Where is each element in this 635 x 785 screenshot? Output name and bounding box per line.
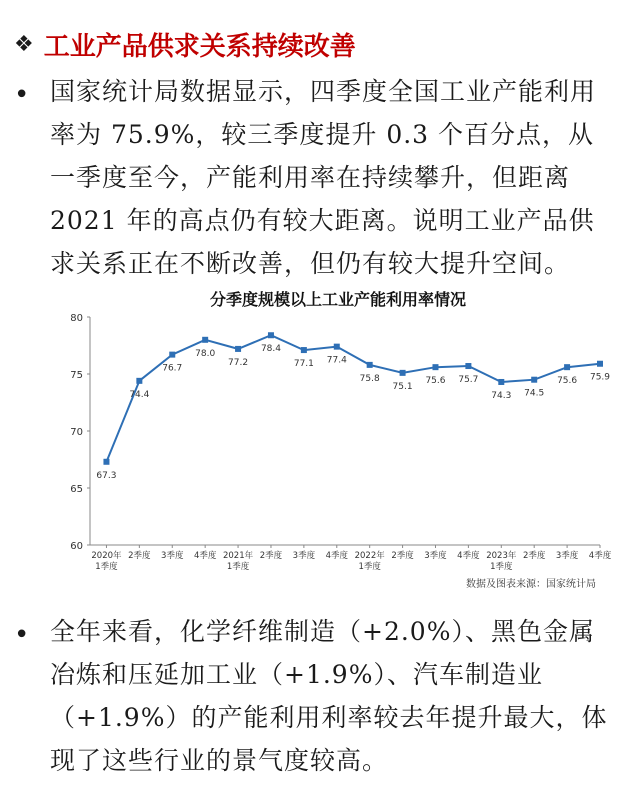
data-point-marker — [301, 347, 307, 353]
chart-source: 数据及图表来源：国家统计局 — [466, 579, 596, 590]
x-tick-label: 1季度 — [490, 562, 513, 572]
data-point-marker — [334, 344, 340, 350]
data-label: 78.0 — [195, 348, 216, 359]
data-point-marker — [202, 337, 208, 343]
section-heading — [14, 24, 356, 64]
x-tick-label: 3季度 — [161, 551, 184, 561]
paragraph-industry-growth: 全年来看，化学纤维制造（+2.0%）、黑色金属冶炼和压延加工业（+1.9%）、汽车制造业（+1.9%）的产能利用利率较去年提升最大，体现了这些行业的景气度较高。 — [50, 617, 608, 775]
x-tick-label: 4季度 — [325, 551, 348, 561]
data-label: 76.7 — [162, 363, 183, 374]
y-tick-label: 80 — [70, 313, 83, 324]
data-label: 75.6 — [557, 376, 578, 387]
x-tick-label: 1季度 — [226, 562, 250, 572]
x-tick-label: 4季度 — [457, 551, 480, 561]
data-point-marker — [564, 364, 570, 370]
data-label: 74.5 — [524, 388, 545, 399]
data-label: 75.1 — [392, 381, 413, 392]
data-point-marker — [465, 363, 471, 369]
x-tick-label: 1季度 — [358, 562, 381, 572]
data-label: 75.8 — [359, 373, 380, 384]
data-label: 67.3 — [96, 470, 117, 481]
data-label: 77.4 — [326, 355, 347, 366]
x-tick-label: 2季度 — [391, 551, 414, 561]
capacity-utilization-chart — [58, 285, 618, 595]
x-tick-label: 2023年 — [486, 551, 517, 561]
data-label: 74.3 — [491, 390, 512, 401]
y-tick-label: 60 — [70, 541, 83, 552]
x-tick-label: 2020年 — [91, 551, 122, 561]
diamond-bullet-icon: ❖ — [14, 31, 34, 57]
bullet-icon: • — [14, 80, 30, 110]
data-point-marker — [498, 379, 504, 385]
x-tick-label: 2季度 — [128, 551, 151, 561]
bullet-icon: • — [14, 620, 30, 650]
chart-title: 分季度规模以上工业产能利用率情况 — [209, 290, 466, 309]
data-label: 75.9 — [589, 372, 611, 383]
data-label: 77.2 — [228, 357, 249, 368]
x-tick-label: 2季度 — [522, 551, 546, 561]
y-tick-label: 65 — [70, 484, 83, 495]
x-tick-label: 4季度 — [588, 551, 612, 561]
data-point-marker — [169, 352, 175, 358]
data-point-marker — [235, 346, 241, 352]
y-tick-label: 70 — [70, 427, 83, 438]
data-label: 74.4 — [129, 389, 150, 400]
line-chart-svg — [58, 285, 618, 575]
data-point-marker — [103, 459, 109, 465]
data-point-marker — [136, 378, 142, 384]
data-point-marker — [597, 361, 603, 367]
x-tick-label: 1季度 — [95, 562, 118, 572]
x-tick-label: 3季度 — [555, 551, 579, 561]
y-tick-label: 75 — [70, 370, 83, 381]
section-heading-text: 工业产品供求关系持续改善 — [43, 31, 356, 62]
x-tick-label: 2季度 — [259, 551, 283, 561]
x-tick-label: 3季度 — [292, 551, 316, 561]
data-label: 75.7 — [458, 375, 479, 386]
x-tick-label: 2021年 — [222, 551, 254, 561]
data-point-marker — [268, 332, 274, 338]
data-label: 77.1 — [293, 359, 314, 370]
x-tick-label: 4季度 — [193, 551, 217, 561]
x-tick-label: 3季度 — [424, 551, 447, 561]
data-point-marker — [367, 362, 373, 368]
paragraph-capacity-utilization: 国家统计局数据显示，四季度全国工业产能利用率为 75.9%，较三季度提升 0.3 个百分点，从一季度至今，产能利用率在持续攀升，但距离 2021 年的高点仍有较大距离。说明工业产品供求关系正在不断改善，但仍有较大提升空间。 — [50, 77, 597, 278]
data-point-marker — [400, 370, 406, 376]
x-tick-label: 2022年 — [354, 551, 385, 561]
data-point-marker — [531, 377, 537, 383]
data-label: 78.4 — [260, 344, 281, 355]
data-point-marker — [432, 364, 438, 370]
data-label: 75.6 — [425, 376, 446, 387]
